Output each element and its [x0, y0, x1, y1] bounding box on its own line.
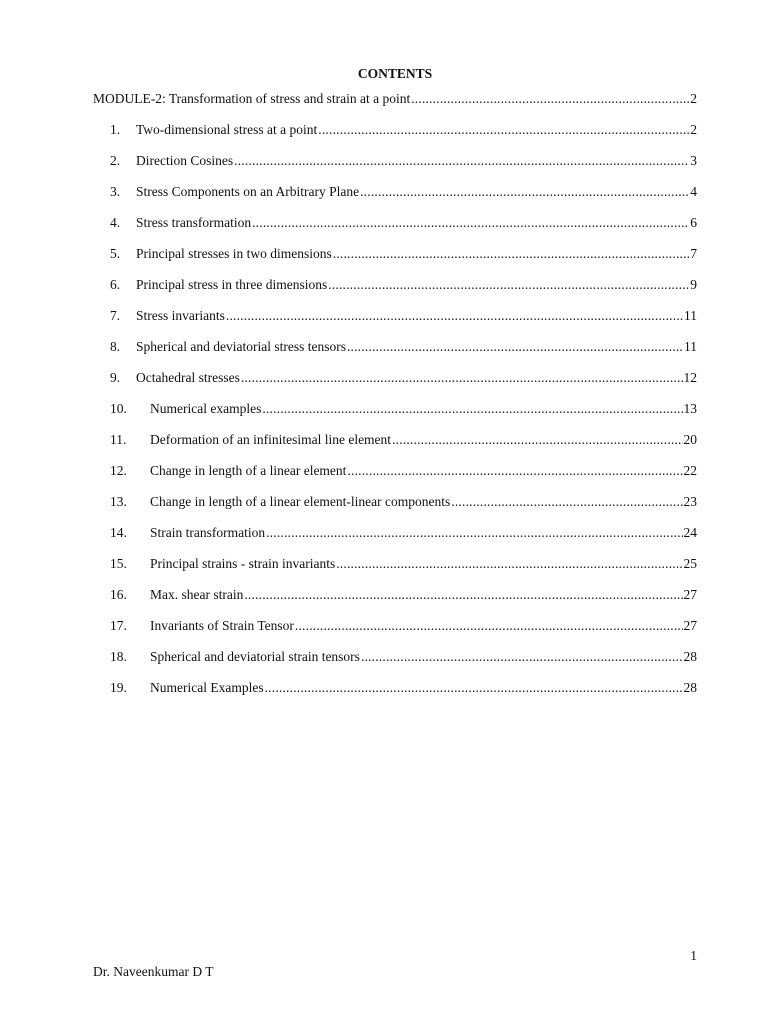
toc-module-label: MODULE-2: Transformation of stress and strain at a point: [93, 91, 411, 106]
toc-leader-dots: [234, 152, 689, 170]
toc-leader-dots: [295, 617, 683, 635]
toc-entry-number: 8.: [110, 339, 121, 354]
toc-leader-dots: [266, 524, 682, 542]
toc-entry-label: Principal stresses in two dimensions: [136, 246, 332, 261]
toc-entry[interactable]: [110, 214, 697, 232]
toc-entry-number: 1.: [110, 122, 121, 137]
toc-entry-label: Max. shear strain: [150, 587, 244, 602]
toc-entry-number: 2.: [110, 153, 121, 168]
toc-entry-number: 15.: [110, 556, 127, 571]
toc-entry-page: 22: [683, 463, 697, 478]
toc-module-entry[interactable]: [93, 90, 697, 108]
toc-entry-page: 23: [683, 494, 697, 509]
toc-entry-label: Two-dimensional stress at a point: [136, 122, 318, 137]
toc-entry-label: Numerical examples: [150, 401, 262, 416]
toc-entry-page: 28: [683, 649, 697, 664]
toc-entry[interactable]: [110, 586, 697, 604]
toc-entry-label: Principal strains - strain invariants: [150, 556, 336, 571]
toc-entry-label: Strain transformation: [150, 525, 266, 540]
toc-entry[interactable]: [110, 183, 697, 201]
toc-leader-dots: [451, 493, 682, 511]
toc-entry-number: 7.: [110, 308, 121, 323]
toc-entry-number: 3.: [110, 184, 121, 199]
toc-entry-page: 4: [690, 184, 697, 199]
toc-leader-dots: [244, 586, 682, 604]
toc-entry[interactable]: [110, 648, 697, 666]
toc-entry-number: 4.: [110, 215, 121, 230]
toc-entry-page: 3: [690, 153, 697, 168]
toc-entry-page: 28: [683, 680, 697, 695]
toc-entry-label: Change in length of a linear element: [150, 463, 347, 478]
toc-entry[interactable]: [110, 121, 697, 139]
toc-leader-dots: [333, 245, 690, 263]
toc-entry-page: 2: [690, 122, 697, 137]
toc-entry-label: Stress Components on an Arbitrary Plane: [136, 184, 360, 199]
toc-leader-dots: [226, 307, 683, 325]
toc-entry-label: Numerical Examples: [150, 680, 264, 695]
toc-entry-page: 6: [690, 215, 697, 230]
toc-leader-dots: [241, 369, 683, 387]
toc-leader-dots: [360, 183, 689, 201]
toc-entry-number: 10.: [110, 401, 127, 416]
toc-entry-label: Spherical and deviatorial stress tensors: [136, 339, 346, 354]
toc-leader-dots: [347, 462, 682, 480]
toc-leader-dots: [361, 648, 683, 666]
toc-entry-number: 5.: [110, 246, 121, 261]
toc-leader-dots: [392, 431, 682, 449]
toc-entry-page: 11: [684, 339, 697, 354]
toc-entry[interactable]: [110, 679, 697, 697]
toc-entry-number: 9.: [110, 370, 121, 385]
toc-entry[interactable]: [110, 617, 697, 635]
toc-entry-number: 19.: [110, 680, 127, 695]
toc-entry-number: 11.: [110, 432, 127, 447]
toc-entry-page: 9: [690, 277, 697, 292]
toc-leader-dots: [347, 338, 683, 356]
toc-entry-label: Change in length of a linear element-linear components: [150, 494, 451, 509]
toc-entry-label: Principal stress in three dimensions: [136, 277, 328, 292]
toc-entry-page: 25: [683, 556, 697, 571]
toc-leader-dots: [252, 214, 689, 232]
toc-entry[interactable]: [110, 245, 697, 263]
toc-entry-page: 20: [683, 432, 697, 447]
toc-entry-label: Deformation of an infinitesimal line element: [150, 432, 392, 447]
toc-entry-label: Invariants of Strain Tensor: [150, 618, 294, 633]
toc-entry[interactable]: [110, 431, 697, 449]
toc-entry[interactable]: [110, 524, 697, 542]
toc-entry[interactable]: [110, 276, 697, 294]
toc-leader-dots: [265, 679, 683, 697]
toc-entry-page: 7: [690, 246, 697, 261]
toc-entry[interactable]: [110, 400, 697, 418]
toc-leader-dots: [318, 121, 689, 139]
toc-entry-number: 12.: [110, 463, 127, 478]
toc-entry-label: Spherical and deviatorial strain tensors: [150, 649, 360, 664]
toc-entry-label: Stress invariants: [136, 308, 225, 323]
toc-entry-page: 11: [684, 308, 697, 323]
toc-entry[interactable]: [110, 493, 697, 511]
page-number: 1: [690, 948, 697, 963]
toc-entry-number: 6.: [110, 277, 121, 292]
toc-entry[interactable]: [110, 555, 697, 573]
toc-entry-label: Octahedral stresses: [136, 370, 240, 385]
toc-entry[interactable]: [110, 152, 697, 170]
toc-leader-dots: [328, 276, 689, 294]
toc-entry-number: 14.: [110, 525, 127, 540]
toc-entry-number: 18.: [110, 649, 127, 664]
contents-title: CONTENTS: [357, 66, 433, 81]
toc-leader-dots: [262, 400, 682, 418]
toc-entry-number: 16.: [110, 587, 127, 602]
toc-entry-page: 12: [683, 370, 697, 385]
toc-entry[interactable]: [110, 462, 697, 480]
toc-entry-page: 27: [683, 587, 697, 602]
toc-entry-page: 13: [683, 401, 697, 416]
toc-leader-dots: [336, 555, 682, 573]
toc-entry-label: Direction Cosines: [136, 153, 234, 168]
toc-entry-number: 13.: [110, 494, 127, 509]
toc-entry-number: 17.: [110, 618, 127, 633]
toc-entry[interactable]: [110, 307, 697, 325]
toc-entry[interactable]: [110, 338, 697, 356]
toc-entry[interactable]: [110, 369, 697, 387]
toc-module-page: 2: [690, 91, 697, 106]
toc-entry-label: Stress transformation: [136, 215, 252, 230]
author-name: Dr. Naveenkumar D T: [93, 964, 214, 979]
toc-entry-page: 27: [683, 618, 697, 633]
toc-entry-page: 24: [683, 525, 697, 540]
toc-leader-dots: [411, 90, 689, 108]
